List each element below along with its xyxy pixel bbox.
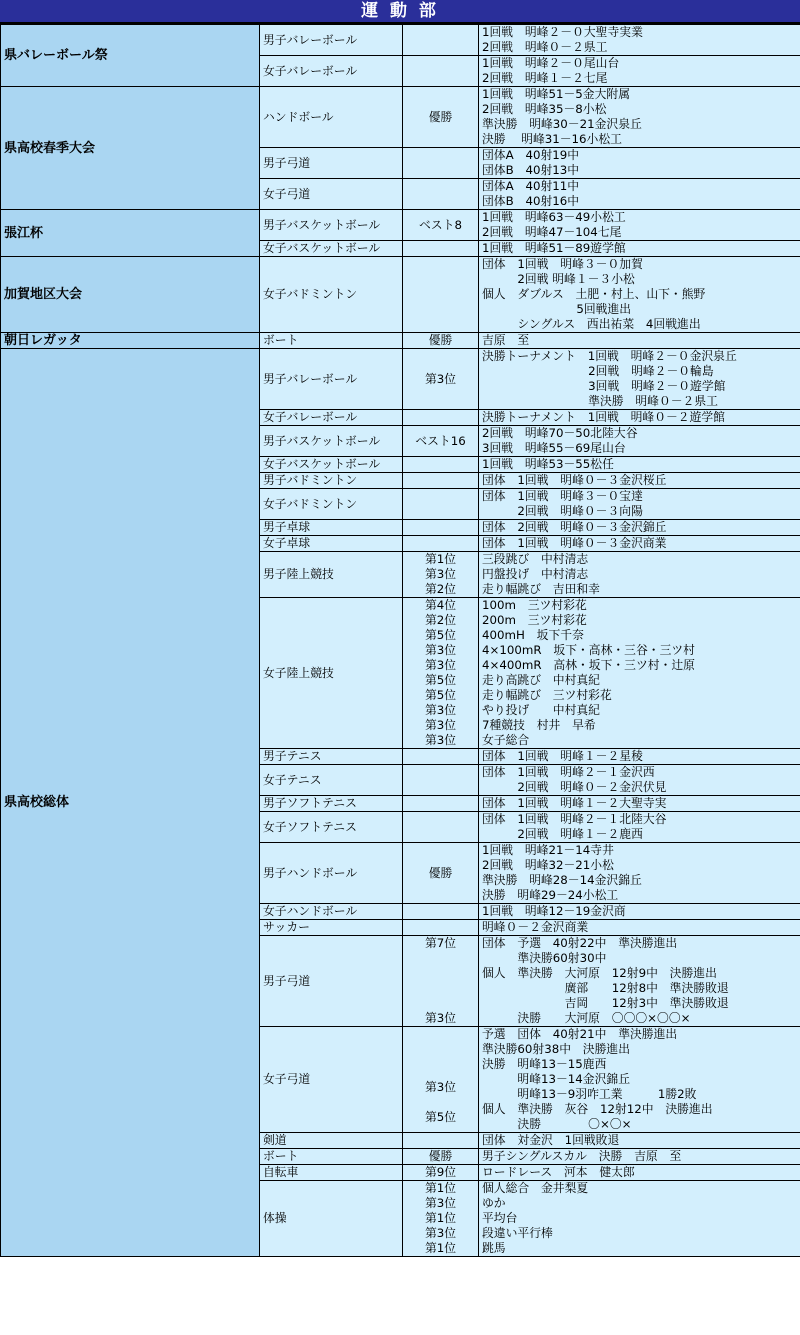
page-title: 運 動 部 — [0, 0, 800, 24]
rank-cell: 第4位 第2位 第5位 第3位 第3位 第5位 第5位 第3位 第3位 第3位 — [403, 598, 479, 749]
sport-name: 女子テニス — [260, 765, 403, 796]
table-row — [1, 349, 800, 410]
result-detail: 明峰０－２金沢商業 — [479, 920, 800, 936]
event-name: 県高校春季大会 — [1, 87, 260, 210]
rank-cell: 第1位 第3位 第2位 — [403, 552, 479, 598]
result-detail: 団体 1回戦 明峰３－０加賀 2回戦 明峰１－３小松 個人 ダブルス 土肥・村上、山下・熊野 5回戦進出 シングルス 西出祐菜 4回戦進出 — [479, 257, 800, 333]
rank-cell — [403, 457, 479, 473]
sport-name: 女子陸上競技 — [260, 598, 403, 749]
sport-name: 男子テニス — [260, 749, 403, 765]
sport-name: 男子ハンドボール — [260, 843, 403, 904]
result-detail: 個人総合 金井梨夏 ゆか 平均台 段違い平行棒 跳馬 — [479, 1181, 800, 1257]
result-detail: 団体 1回戦 明峰０－３金沢商業 — [479, 536, 800, 552]
table-row — [1, 210, 800, 241]
sport-name: ハンドボール — [260, 87, 403, 148]
sport-name: 女子ソフトテニス — [260, 812, 403, 843]
sport-name: 女子ハンドボール — [260, 904, 403, 920]
table-row — [1, 257, 800, 333]
rank-cell: 優勝 — [403, 333, 479, 349]
result-detail: 1回戦 明峰53－55松任 — [479, 457, 800, 473]
sport-name: 女子弓道 — [260, 1027, 403, 1133]
result-detail: 1回戦 明峰51－5金大附属 2回戦 明峰35－8小松 準決勝 明峰30－21金沢泉丘 決勝 明峰31－16小松工 — [479, 87, 800, 148]
rank-cell: ベスト16 — [403, 426, 479, 457]
sport-name: 体操 — [260, 1181, 403, 1257]
result-detail: 1回戦 明峰63－49小松工 2回戦 明峰47－104七尾 — [479, 210, 800, 241]
rank-cell — [403, 749, 479, 765]
rank-cell — [403, 489, 479, 520]
rank-cell: 第7位 第3位 — [403, 936, 479, 1027]
table-row — [1, 333, 800, 349]
result-detail: 決勝トーナメント 1回戦 明峰２－０金沢泉丘 2回戦 明峰２－０輪島 3回戦 明峰２－０遊学館 準決勝 明峰０－２県工 — [479, 349, 800, 410]
result-detail: 団体 予選 40射22中 準決勝進出 準決勝60射30中 個人 準決勝 大河原 12射9中 決勝進出 廣部 12射8中 準決勝敗退 吉岡 12射3中 準決勝敗退 決勝 大河原 〇〇〇×〇〇× — [479, 936, 800, 1027]
rank-cell — [403, 25, 479, 56]
result-detail: 100m 三ツ村彩花 200m 三ツ村彩花 400mH 坂下千奈 4×100mR 坂下・高林・三谷・三ツ村 4×400mR 高林・坂下・三ツ村・辻原 走り高跳び 中村真紀 走り幅跳び 三ツ村彩花 やり投げ 中村真紀 7種競技 村井 早希 女子総合 — [479, 598, 800, 749]
sport-name: ボート — [260, 1149, 403, 1165]
table-row — [1, 25, 800, 56]
rank-cell — [403, 765, 479, 796]
event-name: 県高校総体 — [1, 349, 260, 1257]
rank-cell — [403, 812, 479, 843]
rank-cell — [403, 179, 479, 210]
sport-name: 剣道 — [260, 1133, 403, 1149]
result-detail: 1回戦 明峰51－89遊学館 — [479, 241, 800, 257]
sport-name: 女子バレーボール — [260, 56, 403, 87]
result-detail: 団体 1回戦 明峰２－１金沢西 2回戦 明峰０－２金沢伏見 — [479, 765, 800, 796]
table-row — [1, 87, 800, 148]
event-name: 朝日レガッタ — [1, 333, 260, 349]
rank-cell: 第1位 第3位 第1位 第3位 第1位 — [403, 1181, 479, 1257]
rank-cell: 優勝 — [403, 1149, 479, 1165]
sport-name: 女子弓道 — [260, 179, 403, 210]
rank-cell: 優勝 — [403, 87, 479, 148]
result-detail: 1回戦 明峰２－０大聖寺実業 2回戦 明峰０－２県工 — [479, 25, 800, 56]
sport-name: 女子バドミントン — [260, 489, 403, 520]
sport-name: 女子バスケットボール — [260, 457, 403, 473]
sport-name: 男子弓道 — [260, 936, 403, 1027]
rank-cell: 第3位 第5位 — [403, 1027, 479, 1133]
sport-name: 男子バレーボール — [260, 349, 403, 410]
rank-cell — [403, 920, 479, 936]
sport-name: 女子卓球 — [260, 536, 403, 552]
sport-name: 男子バレーボール — [260, 25, 403, 56]
sport-name: 男子バドミントン — [260, 473, 403, 489]
result-detail: 団体A 40射19中 団体B 40射13中 — [479, 148, 800, 179]
result-detail: 予選 団体 40射21中 準決勝進出 準決勝60射38中 決勝進出 決勝 明峰13－15鹿西 明峰13－14金沢錦丘 明峰13－9羽咋工業 1勝2敗 個人 準決勝 灰谷 12射12中 決勝進出 決勝 〇×〇× — [479, 1027, 800, 1133]
rank-cell: 第3位 — [403, 349, 479, 410]
result-detail: 団体 1回戦 明峰１－２星稜 — [479, 749, 800, 765]
rank-cell: 第9位 — [403, 1165, 479, 1181]
result-detail: 団体 1回戦 明峰０－３金沢桜丘 — [479, 473, 800, 489]
result-detail: ロードレース 河本 健太郎 — [479, 1165, 800, 1181]
result-detail: 団体 1回戦 明峰３－０宝達 2回戦 明峰０－３向陽 — [479, 489, 800, 520]
result-detail: 1回戦 明峰12－19金沢商 — [479, 904, 800, 920]
sport-name: 男子ソフトテニス — [260, 796, 403, 812]
result-detail: 1回戦 明峰２－０尾山台 2回戦 明峰１－２七尾 — [479, 56, 800, 87]
rank-cell — [403, 473, 479, 489]
sport-name: 男子バスケットボール — [260, 210, 403, 241]
rank-cell — [403, 1133, 479, 1149]
results-table — [0, 24, 800, 1257]
sport-name: ボート — [260, 333, 403, 349]
result-detail: 吉原 至 — [479, 333, 800, 349]
result-detail: 1回戦 明峰21－14寺井 2回戦 明峰32－21小松 準決勝 明峰28－14金沢錦丘 決勝 明峰29－24小松工 — [479, 843, 800, 904]
result-detail: 男子シングルスカル 決勝 吉原 至 — [479, 1149, 800, 1165]
sport-name: 男子陸上競技 — [260, 552, 403, 598]
event-name: 張江杯 — [1, 210, 260, 257]
sport-name: 自転車 — [260, 1165, 403, 1181]
result-detail: 団体 1回戦 明峰２－１北陸大谷 2回戦 明峰１－２鹿西 — [479, 812, 800, 843]
rank-cell — [403, 148, 479, 179]
sport-name: 女子バドミントン — [260, 257, 403, 333]
rank-cell — [403, 410, 479, 426]
sport-name: 女子バスケットボール — [260, 241, 403, 257]
rank-cell — [403, 904, 479, 920]
result-detail: 団体 2回戦 明峰０－３金沢錦丘 — [479, 520, 800, 536]
sport-name: サッカー — [260, 920, 403, 936]
sport-name: 女子バレーボール — [260, 410, 403, 426]
sport-name: 男子バスケットボール — [260, 426, 403, 457]
sport-name: 男子弓道 — [260, 148, 403, 179]
rank-cell — [403, 56, 479, 87]
rank-cell — [403, 796, 479, 812]
event-name: 加賀地区大会 — [1, 257, 260, 333]
result-detail: 三段跳び 中村清志 円盤投げ 中村清志 走り幅跳び 吉田和幸 — [479, 552, 800, 598]
rank-cell — [403, 536, 479, 552]
rank-cell — [403, 520, 479, 536]
rank-cell: ベスト8 — [403, 210, 479, 241]
rank-cell — [403, 241, 479, 257]
result-detail: 決勝トーナメント 1回戦 明峰０－２遊学館 — [479, 410, 800, 426]
sport-name: 男子卓球 — [260, 520, 403, 536]
rank-cell: 優勝 — [403, 843, 479, 904]
result-detail: 団体A 40射11中 団体B 40射16中 — [479, 179, 800, 210]
result-detail: 団体 1回戦 明峰１－２大聖寺実 — [479, 796, 800, 812]
event-name: 県バレーボール祭 — [1, 25, 260, 87]
result-detail: 2回戦 明峰70－50北陸大谷 3回戦 明峰55－69尾山台 — [479, 426, 800, 457]
rank-cell — [403, 257, 479, 333]
result-detail: 団体 対金沢 1回戦敗退 — [479, 1133, 800, 1149]
